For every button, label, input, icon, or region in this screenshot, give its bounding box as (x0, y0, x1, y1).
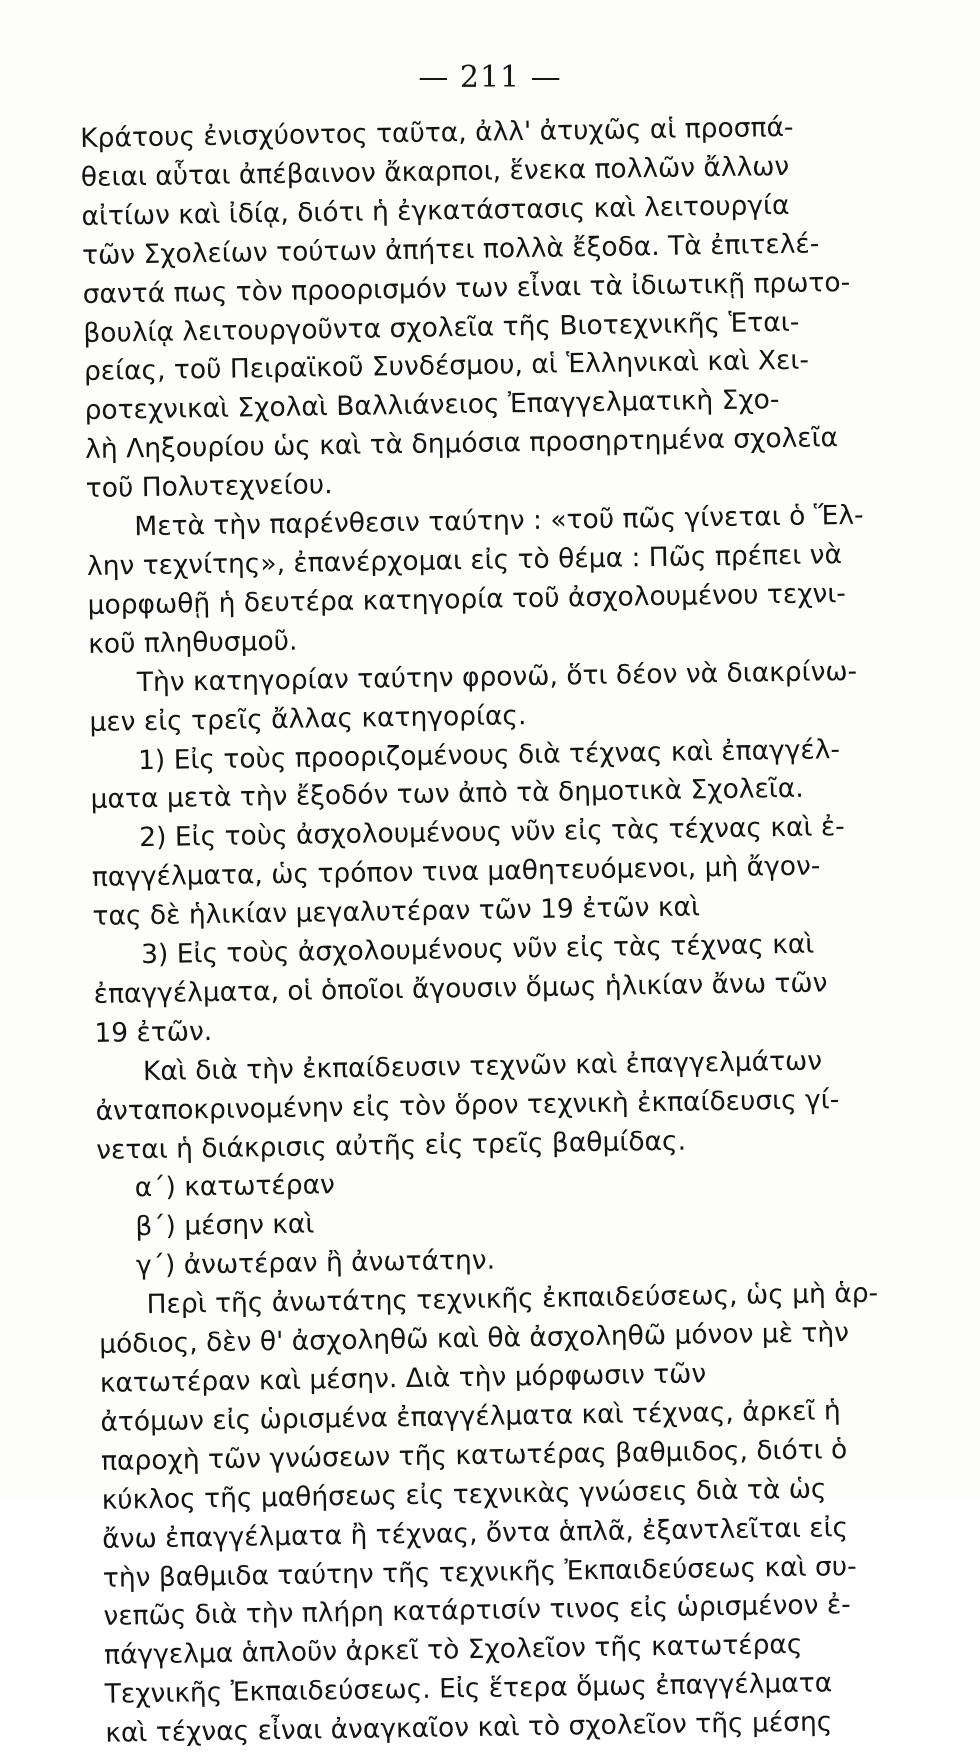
text-line: παροχὴ τῶν γνώσεων τῆς κατωτέρας βαθμιδος, διότι ὁ (100, 1433, 848, 1477)
text-line: νεται ἡ διάκρισις αὐτῆς εἰς τρεῖς βαθμίδας. (95, 1125, 687, 1166)
list-item-line: α΄) κατωτέραν (134, 1169, 336, 1204)
text-line: ροτεχνικαὶ Σχολαὶ Βαλλιάνειος Ἐπαγγελματικὴ Σχο- (84, 384, 780, 427)
text-line: τὴν βαθμιδα ταύτην τῆς τεχνικῆς Ἐκπαιδεύσεως καὶ συ- (102, 1550, 857, 1594)
text-line: ματα μετὰ τὴν ἔξοδόν των ἀπὸ τὰ δημοτικὰ Σχολεῖα. (90, 773, 804, 816)
text-line: σαντά πως τὸν προορισμόν των εἶναι τὰ ἰδιωτικῇ πρωτο- (82, 266, 851, 310)
text-line: Καὶ διὰ τὴν ἐκπαίδευσιν τεχνῶν καὶ ἐπαγγελμάτων (142, 1045, 823, 1087)
list-item-line: 2) Εἰς τοὺς ἀσχολουμένους νῦν εἰς τὰς τέχνας καὶ ἐ- (139, 811, 845, 854)
text-line: ἄνω ἐπαγγέλματα ἢ τέχνας, ὄντα ἁπλᾶ, ἐξαντλεῖται εἰς (102, 1511, 849, 1555)
text-line: Τεχνικῆς Ἐκπαιδεύσεως. Εἰς ἕτερα ὅμως ἐπαγγέλματα (104, 1667, 833, 1711)
page-number: — 211 — (418, 60, 562, 95)
text-line: λὴ Ληξουρίου ὡς καὶ τὰ δημόσια προσηρτημένα σχολεῖα (84, 422, 839, 466)
text-line: ἀνταποκρινομένην εἰς τὸν ὅρον τεχνικὴ ἐκπαίδευσις γί- (95, 1083, 840, 1127)
text-line: Κράτους ἐνισχύοντος ταῦτα, ἀλλ' ἀτυχῶς αἱ προσπά- (80, 111, 794, 154)
text-line: αἰτίων καὶ ἰδίᾳ, διότι ἡ ἐγκατάστασις καὶ λειτουργία (81, 189, 790, 232)
list-item-line: β΄) μέσην καὶ (135, 1208, 315, 1243)
text-line: τας δὲ ἡλικίαν μεγαλυτέραν τῶν 19 ἐτῶν καὶ (92, 891, 701, 933)
text-line: τοῦ Πολυτεχνείου. (85, 469, 333, 505)
text-line: ἐπαγγέλματα, οἱ ὁποῖοι ἄγουσιν ὅμως ἡλικίαν ἄνω τῶν (93, 967, 828, 1010)
text-line: 19 ἐτῶν. (94, 1015, 213, 1049)
text-line: βουλίᾳ λειτουργοῦντα σχολεῖα τῆς Βιοτεχνικῆς Ἑται- (83, 306, 800, 349)
text-line: παγγέλματα, ὡς τρόπον τινα μαθητευόμενοι, μὴ ἄγον- (91, 850, 821, 894)
text-line: Μετὰ τὴν παρένθεσιν ταύτην : «τοῦ πῶς γίνεται ὁ Ἕλ- (134, 499, 864, 543)
list-item-line: 3) Εἰς τοὺς ἀσχολουμένους νῦν εἰς τὰς τέχνας καὶ (140, 928, 815, 971)
text-line: τῶν Σχολείων τούτων ἀπήτει πολλὰ ἔξοδα. Τὰ ἐπιτελέ- (81, 228, 820, 271)
text-line: μόδιος, δὲν θ' ἀσχοληθῶ καὶ θὰ ἀσχοληθῶ μόνον μὲ τὴν (98, 1317, 850, 1360)
text-line: λην τεχνίτης», ἐπανέρχομαι εἰς τὸ θέμα : Πῶς πρέπει νὰ (86, 539, 843, 582)
text-line: κύκλος τῆς μαθήσεως εἰς τεχνικὰς γνώσεις διὰ τὰ ὡς (101, 1473, 827, 1516)
body-text (80, 107, 916, 1754)
list-item-line: 1) Εἰς τοὺς προοριζομένους διὰ τέχνας καὶ ἐπαγγέλ- (137, 733, 841, 776)
text-line: κατωτέραν καὶ μέσην. Διὰ τὴν μόρφωσιν τῶν (99, 1358, 707, 1399)
text-line: νεπῶς διὰ τὴν πλήρη κατάρτισίν τινος εἰς ὡρισμένον ἐ- (103, 1589, 851, 1633)
text-line: μεν εἰς τρεῖς ἄλλας κατηγορίας. (89, 699, 527, 738)
text-line: Τὴν κατηγορίαν ταύτην φρονῶ, ὅτι δέον νὰ διακρίνω- (136, 655, 858, 698)
text-line: κοῦ πληθυσμοῦ. (87, 625, 298, 660)
text-line: Περὶ τῆς ἀνωτάτης τεχνικῆς ἐκπαιδεύσεως, ὡς μὴ ἁρ- (146, 1277, 879, 1321)
text-line: θειαι αὗται ἀπέβαινον ἄκαρποι, ἕνεκα πολλῶν ἄλλων (80, 150, 790, 193)
text-line: ρείας, τοῦ Πειραϊκοῦ Συνδέσμου, αἱ Ἑλληνικαὶ καὶ Χει- (83, 345, 810, 388)
text-line: μορφωθῇ ἡ δευτέρα κατηγορία τοῦ ἀσχολουμένου τεχνι- (87, 577, 847, 621)
text-line: πάγγελμα ἁπλοῦν ἀρκεῖ τὸ Σχολεῖον τῆς κατωτέρας (103, 1629, 803, 1672)
list-item-line: γ΄) ἀνωτέραν ἢ ἀνωτάτην. (135, 1244, 496, 1282)
text-line: καὶ τέχνας εἶναι ἀναγκαῖον καὶ τὸ σχολεῖον τῆς μέσης (105, 1706, 833, 1749)
text-line: ἀτόμων εἰς ὡρισμένα ἐπαγγέλματα καὶ τέχνας, ἀρκεῖ ἡ (100, 1395, 841, 1438)
